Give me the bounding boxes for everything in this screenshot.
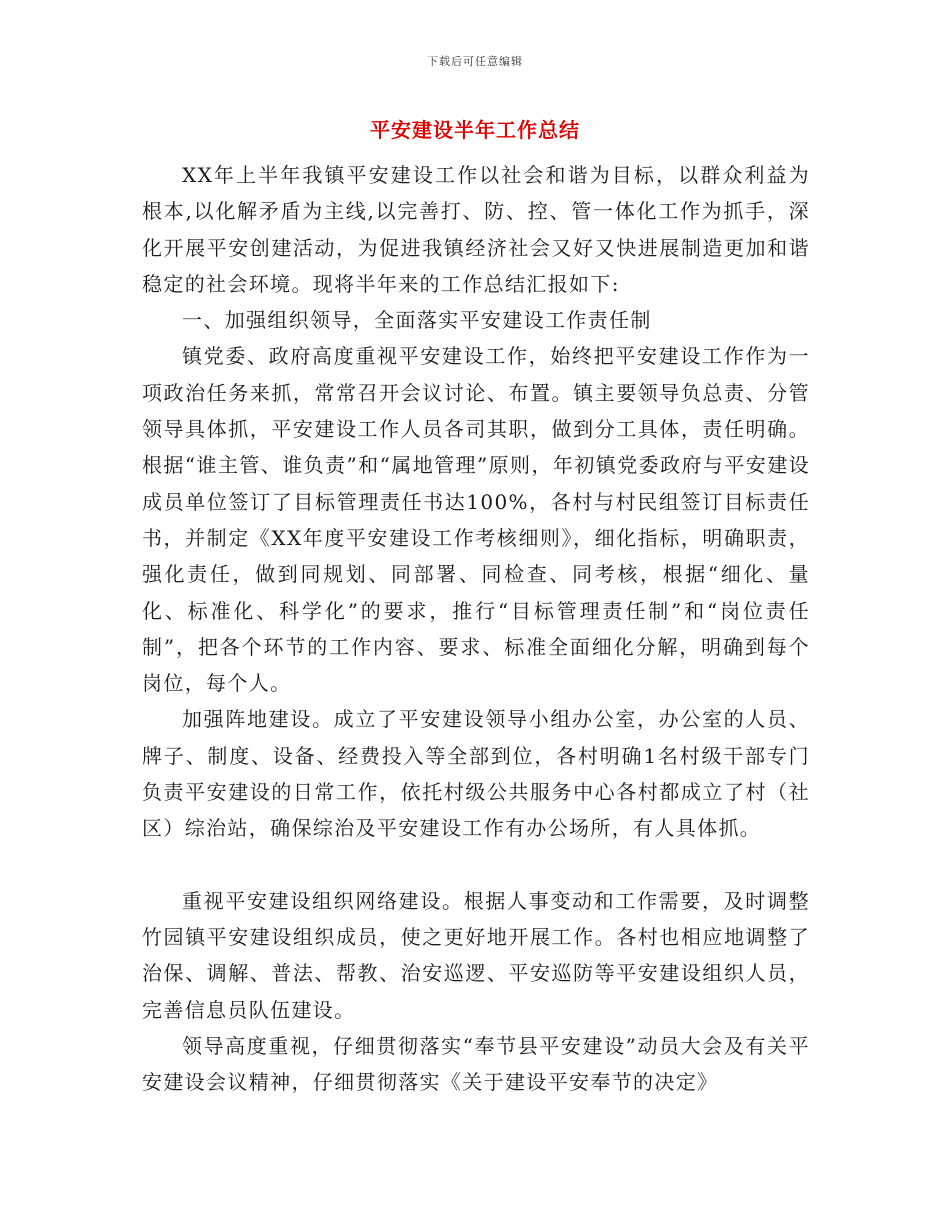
- document-body: [142, 157, 810, 1100]
- paragraph-leadership: 领导高度重视，仔细贯彻落实“奉节县平安建设”动员大会及有关平安建设会议精神，仔细贯彻落实《关于建设平安奉节的决定》: [142, 1033, 810, 1095]
- header-note: 下载后可任意编辑: [427, 55, 523, 68]
- section-heading-1: 一、加强组织领导，全面落实平安建设工作责任制: [182, 308, 652, 333]
- paragraph-intro: XX年上半年我镇平安建设工作以社会和谐为目标，以群众利益为根本,以化解矛盾为主线,以完善打、防、控、管一体化工作为抓手，深化开展平安创建活动，为促进我镇经济社会又好又快进展制造更加和谐稳定的社会环境。现将半年来的工作总结汇报如下:: [142, 163, 810, 296]
- paragraph-responsibility: 镇党委、政府高度重视平安建设工作，始终把平安建设工作作为一项政治任务来抓，常常召开会议讨论、布置。镇主要领导负总责、分管领导具体抓，平安建设工作人员各司其职，做到分工具体，责任明确。根据“谁主管、谁负责”和“属地管理”原则，年初镇党委政府与平安建设成员单位签订了目标管理责任书达100%，各村与村民组签订目标责任书，并制定《XX年度平安建设工作考核细则》，细化指标，明确职责，强化责任，做到同规划、同部署、同检查、同考核，根据“细化、量化、标准化、科学化”的要求，推行“目标管理责任制”和“岗位责任制”，把各个环节的工作内容、要求、标准全面细化分解，明确到每个岗位，每个人。: [142, 344, 810, 696]
- paragraph-network-construction: 重视平安建设组织网络建设。根据人事变动和工作需要，及时调整竹园镇平安建设组织成员，使之更好地开展工作。各村也相应地调整了治保、调解、普法、帮教、治安巡逻、平安巡防等平安建设组织人员，完善信息员队伍建设。: [142, 888, 810, 1022]
- document-title: 平安建设半年工作总结: [370, 118, 580, 142]
- paragraph-base-construction: 加强阵地建设。成立了平安建设领导小组办公室，办公室的人员、牌子、制度、设备、经费投入等全部到位，各村明确1名村级干部专门负责平安建设的日常工作，依托村级公共服务中心各村都成立了村（社区）综治站，确保综治及平安建设工作有办公场所，有人具体抓。: [142, 707, 810, 841]
